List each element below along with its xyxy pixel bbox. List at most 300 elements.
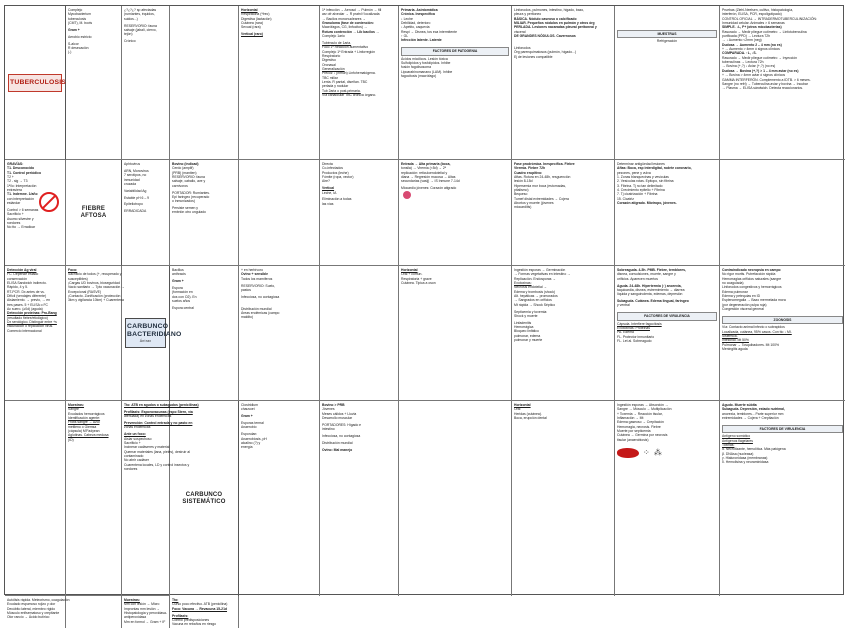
cell-line: Vacío sanitario → Tpto vacunación →: [68, 285, 125, 290]
cell-line: Distribución mundial: [322, 440, 353, 445]
disease-title: TUBERCULOSIS: [10, 78, 67, 86]
cell-line: Respi → Disnea, tos eca intermitente: [401, 29, 457, 34]
cell-line: BÁSICA. Nódulo caseoso o calcificado: [514, 16, 577, 21]
cell-line: Profilaxis: Esporovacunas (espo Stern, vía: [124, 409, 193, 414]
spacer: [722, 311, 843, 314]
disease-title: CARBUNCO BACTERIDIANO: [127, 322, 182, 338]
cell-line: Respiratoria (*frec): [241, 12, 270, 17]
cell-line: orificios. Aparecen muertos: [617, 276, 658, 281]
cell-line: Subaguda. Cutánea. Edema lingual, faringeo: [617, 299, 689, 304]
cell-line: Órg parenquimatosos (pulmón, hígado...): [514, 50, 577, 55]
cell-line: taquicardia, disnea, estremimiento → diarrea: [617, 287, 685, 292]
cell-line: MILIAR. Pequeños nódulos en pulmón y otros órg: [514, 21, 595, 26]
cell-line: → Bacilos mononucleares →: [322, 16, 366, 21]
cell-line: pastos: [241, 287, 251, 292]
cell-line: chauvoei: [241, 407, 255, 412]
cell-line: Rápido, 4 y 5.: [7, 285, 28, 290]
cell-line: Cutánea. Tipica a oson: [401, 281, 436, 286]
cell-line: 3km y vigilancia 10km) + Cuarentena: [68, 298, 124, 303]
cell-line: Antígeno somático: [722, 434, 751, 439]
table-cell: [170, 160, 239, 266]
cell-line: Aerobio estricto: [68, 34, 92, 39]
cell-line: Oral + común.: [401, 272, 423, 277]
cell-line: Foco 1ª Reacción aumentativo: [322, 45, 369, 50]
disease-label-cell: [170, 401, 239, 596]
cell-line: FC. Depende estado: [7, 272, 39, 277]
cell-line: Cuarentena locales, LD y control insectos y: [124, 462, 190, 467]
cell-line: T2 - sig → T3: [7, 179, 28, 184]
cell-line: Profilaxis:: [172, 613, 189, 618]
cell-line: ERRADICADA: [124, 209, 147, 214]
disease-subtitle: Ántrax: [139, 338, 152, 343]
cell-line: S-alcor: [68, 41, 79, 46]
cell-line: Detección Ag viral: [7, 268, 37, 272]
cell-line: Pulmonar → Tosquibadores. Mt 100%: [722, 342, 780, 347]
red-lesion-icon: [617, 448, 639, 458]
cell-line: Bloqueo linfático: [514, 329, 539, 334]
table-cell: [66, 6, 122, 160]
cell-line: Alt. hepáticas → promorados: [514, 294, 558, 299]
disease-label-cell: [5, 6, 66, 160]
cell-line: 7. Tj cicatrización + Fibrina: [617, 192, 658, 197]
cell-line: 1. Zonas blanquecinas y vesículas: [617, 175, 669, 180]
cell-line: 3. Fibrina. Tj no tan delimitado: [617, 183, 663, 188]
cell-line: + en herbívoro: [241, 268, 263, 272]
cell-line: (-): [68, 50, 72, 55]
virus-icon: [403, 191, 411, 199]
cell-line: Eliminación a todas: [322, 197, 352, 202]
cell-line: CONTROL OFICIAL → INTRADERMOTUBERCULINIZACIÓN:: [722, 16, 817, 21]
cell-line: lesión 8-15d: [514, 179, 533, 184]
cell-line: No tto → Erradicar: [7, 225, 36, 230]
cell-line: Shock y muerte: [514, 313, 538, 318]
cell-line: Autólisis rápida. Meteorismo, coagulación: [7, 598, 70, 602]
cell-line: Quemar materiales (lana, pieles), destruir al: [124, 449, 190, 454]
cell-line: perlada y nodular: [322, 84, 349, 89]
table-cell: [66, 401, 122, 596]
cell-line: antiperoxidasa: [124, 615, 147, 620]
cell-line: Infecciosa, no contagiosa: [241, 294, 280, 299]
cell-line: Sacrificio +: [124, 440, 141, 445]
cell-line: (PRB) (mantien): [172, 170, 197, 175]
cell-line: Detección proteínas: Pro-Bang: [7, 311, 57, 316]
cell-line: tonsila) → Viremia (<5d) → 2ª: [401, 166, 447, 171]
cell-line: Jóvenes: [322, 407, 335, 412]
cell-line: Sacrificio +: [7, 212, 24, 217]
cell-line: Necrosis endotelial →: [514, 285, 547, 290]
table-cell: [399, 160, 512, 266]
cell-line: Directa: [322, 162, 333, 166]
cell-line: Exotoxinas: Proteínas: [617, 325, 650, 330]
cell-line: Mt rápida → Shock Séptico: [514, 302, 556, 307]
cell-line: T2 +: [7, 175, 14, 180]
table-cell: [720, 266, 845, 401]
cell-line: Agudo. Muerte súbita: [722, 403, 757, 407]
cell-line: Espora: [172, 286, 183, 291]
cell-line: Tumef distal extremidades → Cojera: [514, 196, 569, 201]
cell-line: diana → Regresión mucosa → Altas: [401, 175, 456, 180]
cell-line: Inmunidad celular. Animales > 6 semanas: [722, 21, 785, 26]
cell-line: Esporas termal: [241, 421, 264, 426]
table-cell: [512, 6, 615, 160]
cell-line: Debilidad, deterioro: [401, 21, 431, 26]
cell-line: Primaria. Asintomática: [401, 8, 438, 12]
table-cell: [5, 596, 70, 628]
cell-line: o inmunizados): [172, 199, 195, 204]
cell-line: Aguda. 24-48h. Hipertermia (↑) anorexia,: [617, 283, 682, 288]
cell-line: Localizada, cutánea, 95% casos. Con tto ↓ MI.: [722, 329, 792, 334]
cell-line: RT-PCR. Dx antes de vs.: [7, 289, 45, 294]
cell-line: Corazón atigrado. Miotropo, jóvenes.: [617, 201, 677, 206]
cell-line: Bacillus: [172, 268, 184, 272]
cell-line: Esporulan:: [241, 432, 258, 437]
cell-line: β. DNAsa (nucleasa): [722, 451, 754, 456]
cell-line: Anaerobio: [241, 425, 257, 430]
table-cell: [720, 401, 845, 596]
table-cell: [720, 6, 845, 160]
cell-line: Crónica. Inespecífica: [401, 12, 435, 17]
cell-line: Mm en formol → Gram + IF: [124, 619, 166, 624]
cell-line: Hipersemia mor boca (estornadas,: [514, 183, 567, 188]
cell-line: disnea, convulsiones, muerte, sangre y: [617, 272, 676, 277]
table-cell: [320, 160, 399, 266]
cell-line: → Formas vegetativas en intestino →: [514, 272, 571, 277]
cell-line: Vacuna en rebaños en riesgo: [172, 622, 217, 627]
spacer: [401, 43, 509, 46]
cell-line: Edema gaseoso → Crepitación: [617, 420, 664, 425]
cell-line: Rasurado → Medir pliegue cutímetro → Linfotuberculina: [722, 29, 807, 34]
cell-line: RESERVORIO: fauna: [172, 175, 205, 180]
table-cell: [5, 160, 66, 266]
cell-line: Clostridium: [241, 403, 258, 407]
cell-line: Muestras:: [68, 403, 85, 407]
cell-line: Oronasal: [322, 62, 336, 67]
cell-line: Muestras:: [124, 598, 141, 602]
cell-line: Muerte por septicemia: [617, 429, 651, 434]
cell-line: Linfonodos: [514, 45, 531, 50]
cell-line: (cápsula) M'Fadyean: [68, 429, 100, 434]
cell-line: δ. Hemolisina y neuraminidasa: [722, 460, 769, 465]
spacer: [617, 308, 717, 311]
cell-line: cruzada: [124, 181, 137, 186]
cell-line: No abrir cadáver: [124, 458, 150, 463]
cell-line: (CMT), M. bovis: [68, 21, 93, 26]
cell-line: Decúbito lateral, miembro rígido: [7, 606, 56, 611]
cell-line: Septicemia y toxemia:: [514, 309, 548, 314]
cell-line: → Sangrados en orificios: [514, 298, 552, 303]
cell-line: Complejo 1ario: [322, 34, 345, 39]
table-cell: [615, 401, 720, 596]
cell-line: Frotis sangre → Azul: [68, 420, 100, 425]
cell-line: Incinerar cadáveres y material: [124, 445, 170, 450]
cell-line: 4. Crecimiento epitelio + Fibrina: [617, 188, 665, 193]
cell-line: Control > 6 semanas: [7, 207, 39, 212]
cell-line: Granuloma (fase de contención:: [322, 21, 374, 26]
cell-line: Aglutinas. Cabeza medusa: [68, 433, 109, 438]
cell-line: T1. Indemne. 1/año: [7, 192, 38, 197]
cell-line: Gram +: [172, 279, 184, 284]
cell-line: Estable pH 6 – 9: [124, 195, 150, 200]
bacteria-cells-icon: ⁘ ⁂: [643, 447, 663, 457]
cell-line: + Toxemia → Reacción tisular,: [617, 411, 663, 416]
cell-line: Vía: Contacto animal infecto o subrapidos: [722, 325, 785, 330]
cell-line: RESERVORIO: fauna: [124, 23, 157, 28]
cell-line: Epiteliotropo: [124, 202, 143, 207]
disease-name: [173, 488, 235, 510]
cell-line: Sangre (no refri) → Tuberculina aviar y bovina → Incubar: [722, 81, 808, 86]
table-cell: [239, 401, 320, 596]
cell-line: metileno o Giemsa: [68, 424, 97, 429]
table-cell: [615, 6, 720, 160]
cell-line: pleura y peritoneo: [514, 12, 542, 17]
table-cell: [399, 401, 512, 596]
cell-line: (rumiantes, équidos,: [124, 12, 155, 17]
cell-line: Entrada → Alta primaria (boca,: [401, 162, 451, 166]
cell-line: Pruebas (Ziehl-Neelsen, cultivo, histopatología,: [722, 8, 794, 12]
table-cell: [122, 596, 170, 628]
cell-line: Bequeso: [514, 192, 528, 197]
cell-line: estándar: [7, 201, 21, 206]
cell-line: 1ª/lo: Interpretación: [7, 183, 37, 188]
cell-line: intestino: [322, 427, 335, 432]
cell-line: Esplenomegalia → Bazo mermelada mora: [722, 298, 786, 303]
cell-line: Cuadro erupitivo:: [514, 170, 543, 175]
cell-line: Vía canalicular TBC crónica órgano.: [322, 93, 377, 98]
cell-line: ↓ Leche: [401, 16, 413, 21]
cell-line: tuberculinas → Lectura 72h: [722, 60, 764, 65]
cell-line: Hemorragias orificios naturales (sangre: [722, 276, 782, 281]
cell-line: Ácidos micólicos. Lesión tóxica: [401, 56, 448, 61]
disease-name: [69, 202, 118, 224]
cell-line: Gram +: [241, 414, 253, 419]
cell-line: Ante un foco:: [124, 432, 146, 437]
table-cell: [122, 160, 170, 266]
cell-line: con interpretación: [7, 196, 34, 201]
cell-line: Inflamación → Mt: [617, 416, 644, 421]
cell-line: Control predisposiciones: [172, 617, 210, 622]
cell-line: Olor rancio → Ácido butírico: [7, 615, 50, 620]
cell-line: RESERVORIO: Suelo,: [241, 283, 276, 288]
cell-line: Infecciosa, no contagiosa: [322, 434, 361, 439]
cell-line: embrión otro ungulado: [172, 210, 206, 215]
cell-line: ¡Cargas UD bovinos, bioseguridad: [68, 281, 120, 286]
cell-line: Ingestión esporas → Absorción →: [617, 403, 669, 407]
disease-title: FIEBRE AFTOSA: [80, 205, 107, 219]
cell-line: Abortos y muerte (jóvenes: [514, 201, 554, 206]
cell-line: Sexual (rara): [241, 25, 261, 30]
table-cell: [66, 266, 125, 401]
table-cell: [122, 6, 170, 160]
cell-line: R desecación: [68, 45, 89, 50]
cell-line: Cutánea → Germina por necrosis: [617, 433, 668, 438]
cell-line: las vías: [322, 201, 334, 206]
cell-line: contaminado: [124, 453, 144, 458]
cell-line: Digestiva (lactación): [241, 16, 272, 21]
cell-line: Aislar sospechoso: [124, 436, 152, 441]
cell-line: ZOONOSIS: [722, 316, 843, 324]
cell-line: Difícil (vendajes diferente): [7, 294, 47, 299]
cell-line: Macrófagos, CG, linfocitos) →: [322, 25, 368, 30]
cell-line: Exudado espumoso rojizo y olor: [7, 602, 56, 607]
cell-line: (ID): [68, 437, 74, 442]
cell-line: Heridas (cutánea).: [514, 411, 542, 416]
cell-line: Sobreaguda. 4-5h. PMB. Fiebre, temblores,: [617, 268, 686, 272]
cell-line: fagocitosis (macrófago): [401, 73, 437, 78]
cell-line: GAMMA INTERFERÓN. Complemento a IDTB. > 6 meses.: [722, 77, 811, 82]
cell-line: Dx serológico. Distinguir entre +s: [7, 320, 57, 325]
cell-line: Ovino + sensible: [241, 272, 269, 277]
cell-line: PORTADOR: Rumiantes.: [172, 190, 210, 195]
cell-line: COMPARADA. ↑L, ↓S.: [722, 51, 757, 56]
cell-line: Músculo enfisematoso y crepitante: [7, 611, 60, 616]
cell-line: carnívoros: [172, 183, 188, 188]
cell-line: Ingestión esporas → Germinación: [514, 268, 566, 272]
cell-line: Complejo 1ª Entrada + Linforregión: [322, 49, 375, 54]
cell-line: Epi faringeo (recuperado: [172, 194, 210, 199]
cell-line: pezones, pene y vulva: [617, 170, 651, 175]
cell-line: Contraindicado necropsia en campo: [722, 268, 781, 272]
illustration-row: [617, 448, 717, 458]
cell-line: Todos los mamíferos: [241, 276, 273, 281]
cell-line: Variabilidad Ag: [124, 188, 147, 193]
cell-line: Exotoxinas:: [514, 281, 532, 286]
table-cell: [320, 401, 399, 596]
cell-line: Generalización: [322, 66, 345, 71]
cell-line: GRAVÍAS:: [7, 162, 24, 166]
cell-line: Linfonodos, pulmones, intestino, hígado, bazo,: [514, 8, 585, 12]
cell-line: Tub 2aria o post-primaria.: [322, 88, 361, 93]
cell-line: SIMPLE. ↓L, F+ (otros micobacterias): [722, 25, 782, 30]
cell-line: DE GRANDES NÓDULOS. Cavernosos: [514, 34, 576, 39]
cell-line: α. Necrotizante, hemolítica. Más patógena: [722, 447, 786, 452]
cell-line: zonas endémicas: [124, 425, 151, 430]
disease-name: [125, 318, 182, 349]
cell-line: secundarias (vasij) → IS Inmune 7-14d: [401, 179, 460, 184]
cell-line: Lipoarabinomanano (LAM). Inhibe: [401, 69, 453, 74]
cell-line: líquida y sanguinolenta, edemas, depresión: [617, 292, 683, 297]
cell-line: Infección latente. Latente: [401, 38, 442, 43]
cell-line: fusión fagolisosoma: [401, 65, 431, 70]
cell-line: Espora central: [172, 305, 194, 310]
cell-line: FACTORES DE PATOGENIA: [401, 47, 509, 55]
cell-line: inmunidad: [124, 177, 140, 182]
cell-line: Antígenos flagelares: [722, 438, 753, 443]
cell-line: Tto:: [172, 598, 179, 602]
cell-line: Persiste semen y: [172, 206, 199, 211]
cell-line: TBC miliar: [322, 75, 338, 80]
table-cell: [170, 6, 239, 160]
cell-line: FL. Protector inmunitario: [617, 334, 655, 339]
table-cell: [615, 160, 720, 266]
spacer: [617, 26, 717, 29]
cell-line: ptialismo): [514, 188, 529, 193]
cell-line: anorexia, temblores... Parte superior mm: [722, 411, 784, 416]
cell-line: Cutánea (rara): [241, 21, 264, 26]
cell-line: ↓ Apetito, caquexia: [401, 25, 430, 30]
cell-line: interferón, ELISA, PCR, espoligotipado): [722, 12, 782, 17]
cell-line: Viremia. Fiebre 72h: [514, 166, 546, 171]
cell-line: pulmonar, edema: [514, 333, 541, 338]
cell-line: → ↓ Aumento <2mm (neg): [722, 38, 762, 43]
cell-line: maldito): [241, 315, 254, 320]
cell-line: Bovino > PRB: [322, 403, 345, 407]
cell-line: purificada (PPD) → Lectura 72h: [722, 34, 771, 39]
table-cell: [512, 266, 615, 401]
table-cell: [239, 6, 320, 160]
cell-line: Comercio internacional: [7, 328, 42, 333]
table-cell: [5, 401, 66, 596]
cell-line: Toxinas:: [722, 442, 735, 447]
cell-line: Exudados hemorrágicos: [68, 411, 105, 416]
cell-line: visceral: [514, 29, 526, 34]
cell-line: γ. Hialuronidasa (membranas): [722, 455, 768, 460]
cell-line: Meses cálidos + Lluvia: [322, 411, 357, 416]
cell-line: No rigor mortis. Putrefacción rápida: [722, 272, 776, 277]
cell-line: Aphtovirus: [124, 162, 141, 166]
cell-line: suidos...): [124, 16, 138, 21]
cell-line: Respiratoria + grave: [401, 276, 432, 281]
disease-name: [8, 74, 67, 92]
cell-line: Oral: [514, 407, 521, 412]
cell-line: PORTADORES: Hígado e: [322, 422, 362, 427]
cell-line: Fase prodrómica. Inespecífica. Fiebre: [514, 162, 575, 166]
cell-line: Bovino (indicad): [172, 162, 199, 166]
cell-line: Fómite (ropa, vector): [322, 175, 354, 180]
cell-line: Leche, IA: [322, 190, 337, 195]
table-cell: [720, 160, 845, 266]
table-cell: [170, 596, 239, 628]
cell-line: Tubérculo de 1aria.: [322, 40, 352, 45]
cell-line: Digestivo: [322, 58, 336, 63]
cell-line: Rotura contención → Lib bacilos →: [322, 29, 380, 34]
cell-line: Co-infectados: [322, 166, 343, 171]
cell-line: alcalino (?) y: [241, 440, 261, 445]
cell-line: MUESTRAS: [617, 30, 717, 38]
cell-line: Rasurado → Medir pliegue cutímetro → Inyección: [722, 55, 798, 60]
cell-line: Sacrificio de todos (+, recuperado y: [68, 272, 122, 277]
cell-line: FACTORES DE VIRULENCIA: [722, 425, 843, 433]
table-cell: [399, 6, 512, 160]
cell-line: Anaerobiosis, pH: [241, 436, 267, 441]
cell-line: Dudosa → Bovina (+,?) > 1 – 4 mm aviar (no es): [722, 68, 799, 73]
cell-line: Replicación. Endosporas →: [514, 276, 556, 281]
cell-line: Vertical: [322, 186, 335, 191]
cell-line: Sistémica.: [722, 333, 738, 338]
cell-line: salvaje (jabalí, ciervo,: [124, 27, 157, 32]
cell-line: Mycobacterium: [68, 12, 91, 17]
cell-line: Aftas: Boca, esp interdigital, rodete coronario,: [617, 166, 692, 171]
cell-line: Excepcional (RASVE): [68, 289, 101, 294]
cell-line: Subaguda. Depresión, estado nutrimal,: [722, 407, 785, 412]
summary-table: [4, 5, 844, 627]
cell-line: Lenta. R pantal, diseñan. TBC: [322, 80, 368, 84]
cell-line: Ac suero. (≥0d) (aguda): [7, 307, 43, 312]
table-cell: [512, 401, 615, 596]
cell-line: ↑ GL: [401, 34, 409, 39]
cell-line: roedores: [124, 466, 138, 471]
cell-line: 2. Vesículas rotas. Epitopo, sin fibrina: [617, 179, 674, 184]
cell-line: (formación en: [172, 290, 193, 295]
cell-line: dos con O2). En: [172, 294, 197, 299]
cell-line: Foco: Vacuna → Revacuna 15-21d: [172, 606, 228, 611]
table-cell: [239, 266, 320, 401]
spacer: [722, 420, 843, 423]
cell-line: Respiratorio: [322, 53, 341, 58]
cell-line: Cerdo (amplif): [172, 166, 194, 171]
cell-line: Meningitis aguda: [722, 347, 748, 351]
cell-line: Curso poco efectivo. ATB (penicilina): [172, 602, 228, 607]
cell-line: Edema y petequias en ID: [722, 294, 761, 299]
